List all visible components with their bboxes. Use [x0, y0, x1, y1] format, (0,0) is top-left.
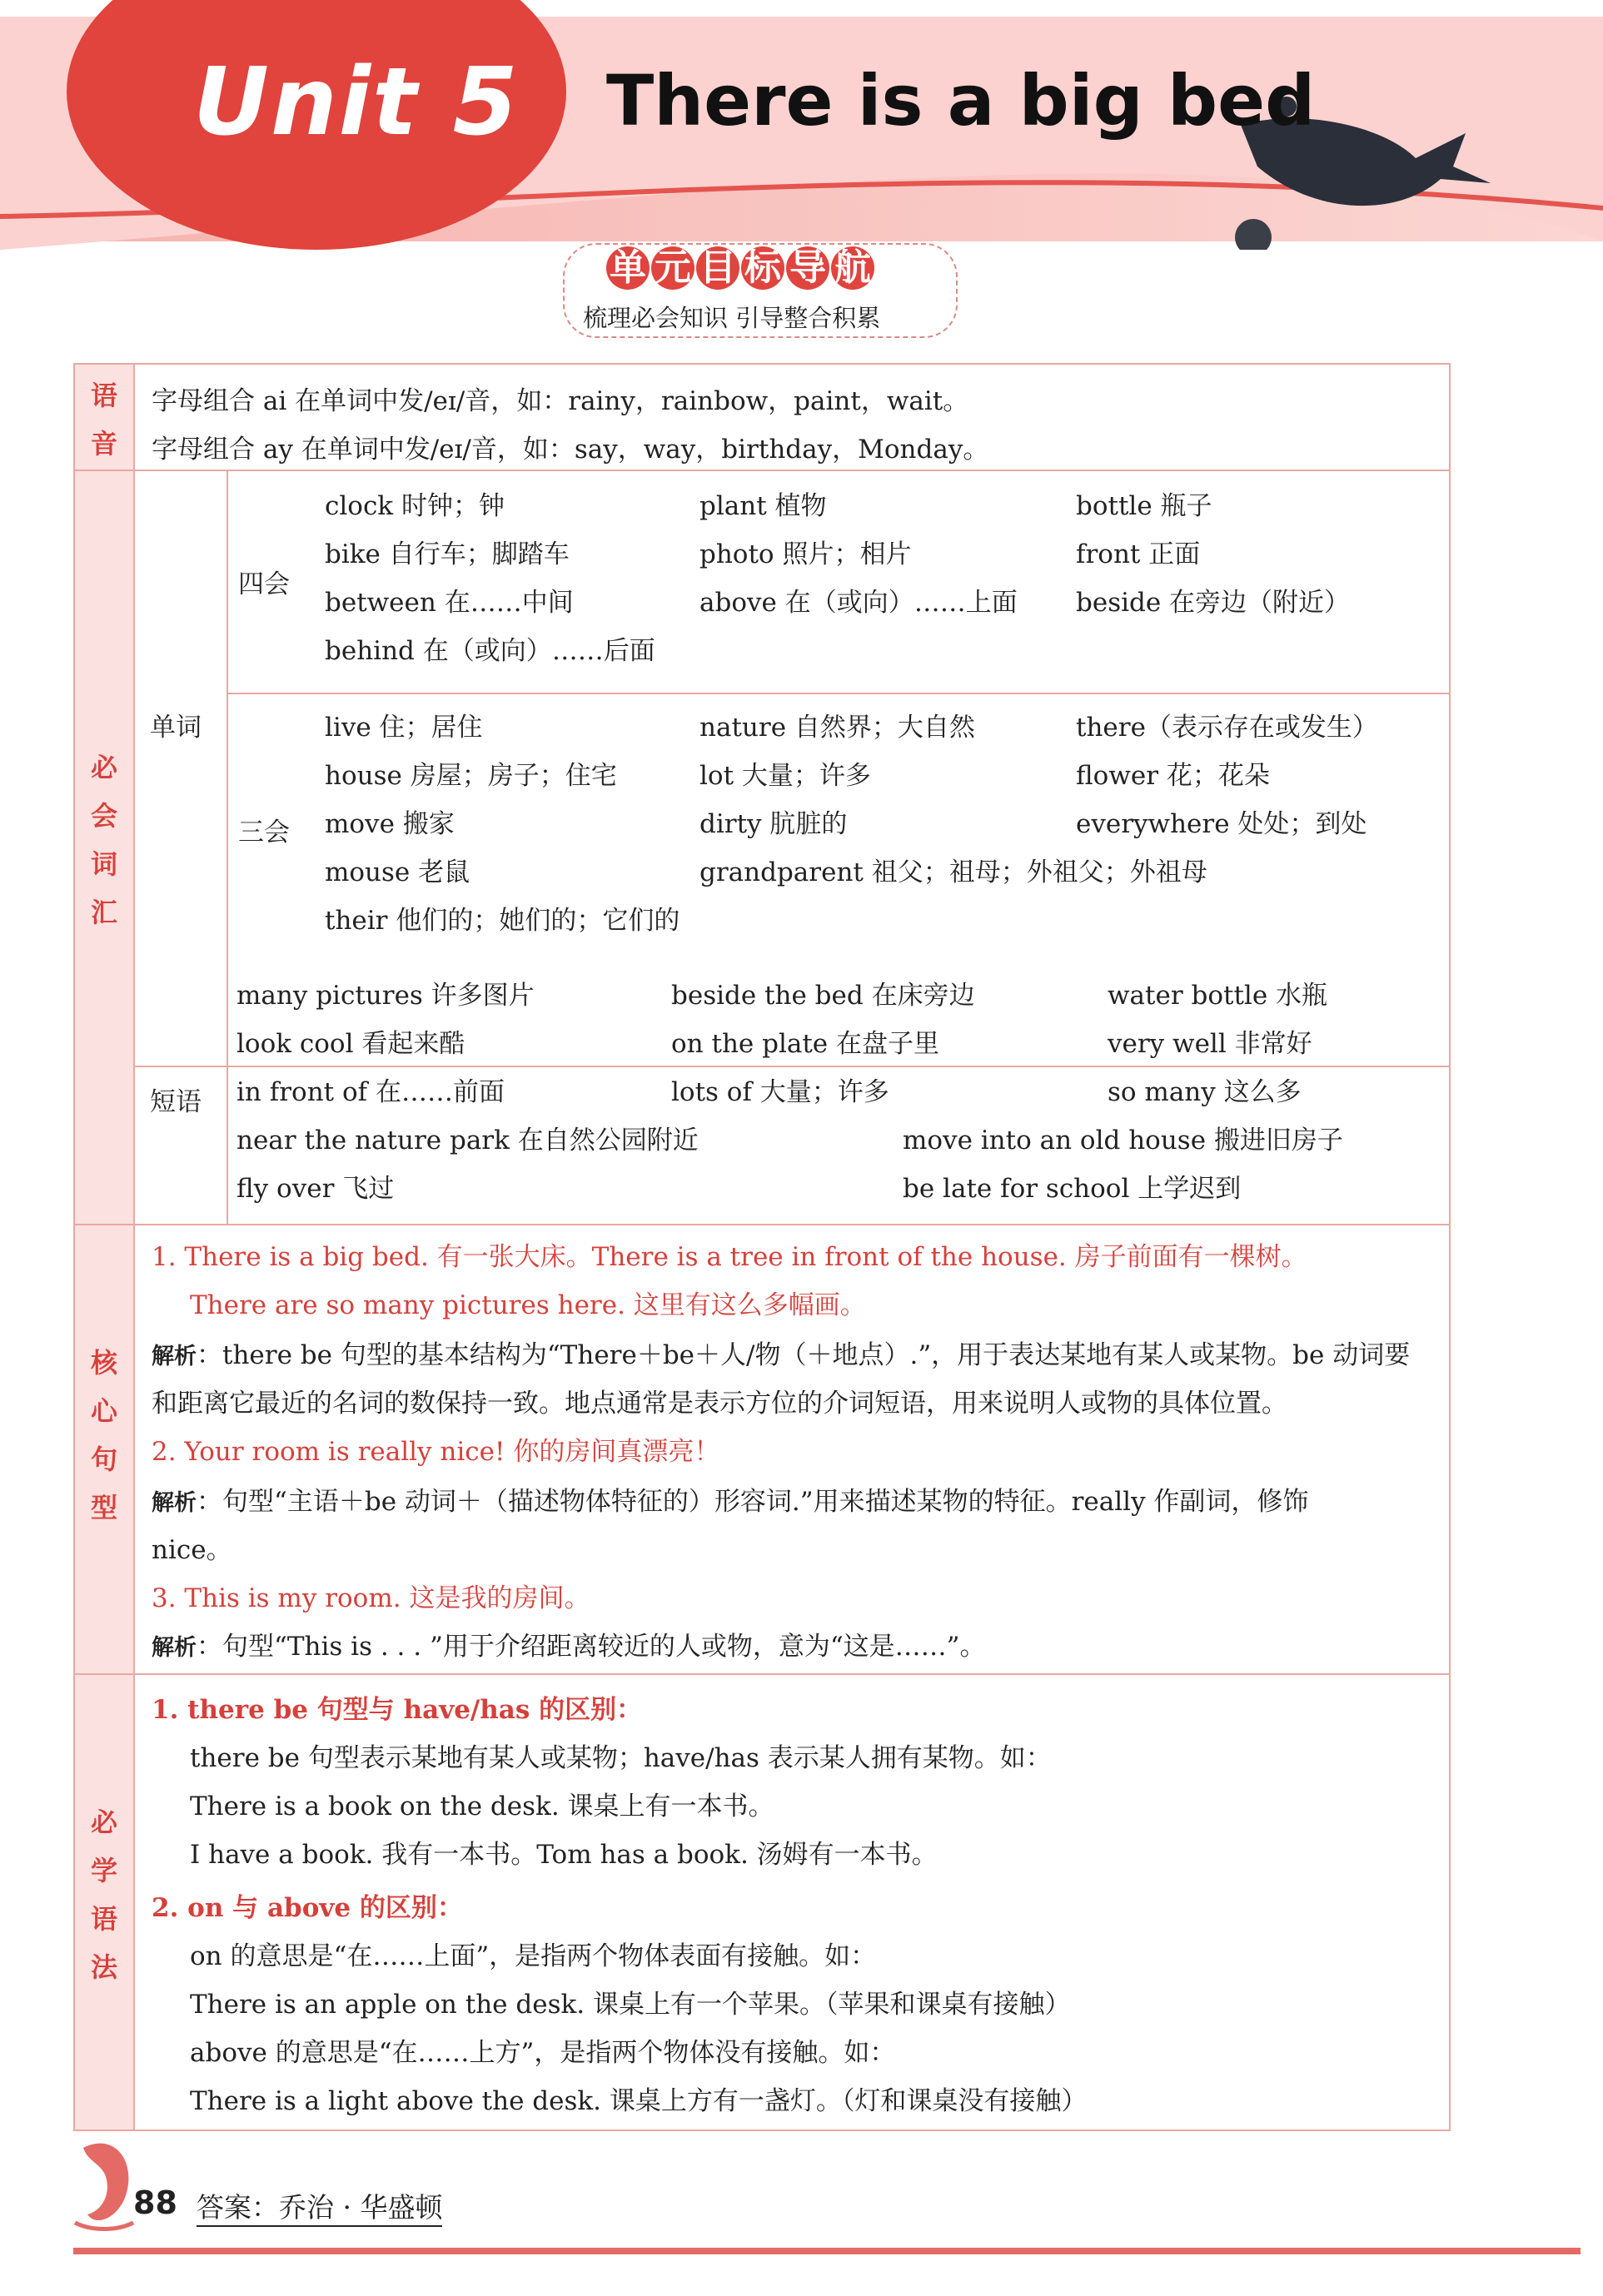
nav-title-char: 标: [741, 246, 784, 290]
grammar-line: There is a light above the desk. 课桌上方有一盏灯。（灯和课桌没有接触）: [190, 2086, 1088, 2116]
sentence-3: 3. This is my room. 这是我的房间。: [152, 1583, 590, 1613]
page-title: There is a big bed: [606, 60, 1316, 142]
note-tag: 解析: [152, 1490, 197, 1516]
vocab-item: dirty 肮脏的: [699, 809, 848, 839]
vocab-item: be late for school 上学迟到: [903, 1174, 1242, 1204]
nav-badge-title: [606, 246, 876, 290]
vocab-item: there（表示存在或发生）: [1076, 713, 1378, 743]
divider: [75, 470, 1449, 471]
vocab-item: front 正面: [1076, 539, 1201, 569]
vocab-item: move into an old house 搬进旧房子: [903, 1126, 1343, 1155]
vocab-item: live 住；居住: [325, 713, 483, 743]
divider: [75, 1673, 1449, 1675]
grammar-line: above 的意思是“在……上方”，是指两个物体没有接触。如：: [190, 2038, 896, 2068]
vocab-item: mouse 老鼠: [325, 857, 470, 887]
vocab-item: very well 非常好: [1108, 1029, 1312, 1059]
nav-badge-subtitle: 梳理必会知识 引导整合积累: [583, 304, 881, 332]
vocab-item: their 他们的；她们的；它们的: [325, 906, 680, 936]
nav-title-char: 元: [651, 246, 694, 290]
vocab-item: bottle 瓶子: [1076, 491, 1212, 521]
grammar-line: I have a book. 我有一本书。Tom has a book. 汤姆有一本书。: [190, 1840, 938, 1870]
divider: [133, 365, 135, 2130]
grammar-line: There is a book on the desk. 课桌上有一本书。: [190, 1792, 774, 1821]
vocab-item: water bottle 水瓶: [1108, 981, 1328, 1011]
note-tag: 解析: [152, 1635, 197, 1661]
vocab-item: everywhere 处处；到处: [1076, 809, 1367, 839]
vocab-item: fly over 飞过: [236, 1174, 395, 1204]
nav-title-char: 目: [696, 246, 739, 290]
note-tag: 解析: [152, 1344, 197, 1369]
phrases-label-text: 短语: [150, 1087, 202, 1117]
note-1b: 和距离它最近的名词的数保持一致。地点通常是表示方位的介词短语，用来说明人或物的具体位置。: [152, 1389, 1287, 1419]
vocab-item: beside 在旁边（附近）: [1076, 588, 1351, 618]
nav-title-char: 单: [606, 246, 650, 290]
label-char: 语: [90, 1903, 117, 1935]
section-label-grammar: [75, 1798, 133, 1991]
page-number: 88: [133, 2184, 177, 2221]
label-char: 法: [90, 1951, 117, 1983]
nav-title-char: 导: [786, 246, 829, 290]
sentence-2: 2. Your room is really nice! 你的房间真漂亮！: [152, 1437, 720, 1467]
vocab-item: nature 自然界；大自然: [699, 713, 975, 743]
label-char: 会: [90, 800, 117, 832]
divider: [133, 1066, 1449, 1067]
divider: [227, 470, 228, 1066]
section-label-pronunciation: [75, 371, 133, 468]
sentence-1b: There are so many pictures here. 这里有这么多幅画。: [190, 1290, 866, 1320]
vocab-item: so many 这么多: [1108, 1077, 1302, 1107]
label-char: 语: [90, 380, 117, 411]
divider: [227, 693, 1449, 694]
words-label: 单词: [150, 713, 202, 743]
grammar-heading-1: 1. there be 句型与 have/has 的区别：: [152, 1695, 643, 1725]
vocab-item: near the nature park 在自然公园附近: [236, 1126, 699, 1155]
label-char: 音: [90, 428, 117, 460]
vocab-item: move 搬家: [325, 809, 455, 839]
vocab-item: in front of 在……前面: [236, 1077, 505, 1107]
note-text: ：句型“This is . . . ”用于介绍距离较近的人或物，意为“这是……”。: [197, 1632, 986, 1662]
label-char: 汇: [90, 897, 117, 928]
label-char: 学: [90, 1855, 117, 1886]
vocab-item: lots of 大量；许多: [671, 1077, 889, 1107]
vocab-item: many pictures 许多图片: [236, 981, 535, 1011]
summary-table: [73, 363, 1451, 2131]
note-1a: [152, 1334, 1410, 1371]
note-2b: nice。: [152, 1535, 232, 1565]
vocab-item: clock 时钟；钟: [325, 491, 505, 521]
grammar-line: There is an apple on the desk. 课桌上有一个苹果。（苹果和课桌有接触）: [190, 1990, 1071, 2020]
vocab-item: lot 大量；许多: [699, 761, 871, 791]
vocab-item: between 在……中间: [325, 588, 574, 618]
label-char: 词: [90, 848, 117, 880]
pronunciation-line: 字母组合 ay 在单词中发/eɪ/音，如：say，way，birthday，Monday。: [152, 435, 989, 465]
vocab-item: photo 照片；相片: [699, 539, 912, 569]
label-char: 型: [90, 1492, 117, 1523]
vocab-item: plant 植物: [699, 491, 827, 521]
vocab-item: grandparent 祖父；祖母；外祖父；外祖母: [699, 857, 1207, 887]
vocab-item: look cool 看起来酷: [236, 1029, 465, 1059]
answer-text: 答案：乔治 · 华盛顿: [197, 2186, 442, 2227]
note-3: [152, 1625, 986, 1662]
vocab-item: house 房屋；房子；住宅: [325, 761, 617, 791]
dolphin-icon: [67, 2131, 142, 2239]
vocab-item: behind 在（或向）……后面: [325, 636, 655, 666]
label-char: 必: [90, 1806, 117, 1838]
four-skills-label: 四会: [238, 569, 290, 599]
grammar-heading-2: 2. on 与 above 的区别：: [152, 1893, 463, 1923]
note-text: ：there be 句型的基本结构为“There＋be＋人/物（＋地点）.”，用于表达某地有某人或某物。be 动词要: [197, 1340, 1411, 1370]
section-label-vocabulary: [75, 743, 133, 937]
pronunciation-line: 字母组合 ai 在单词中发/eɪ/音，如：rainy，rainbow，paint，wait。: [152, 386, 969, 416]
nav-title-char: 航: [831, 246, 874, 290]
grammar-line: on 的意思是“在……上面”，是指两个物体表面有接触。如：: [190, 1941, 877, 1971]
grammar-line: there be 句型表示某地有某人或某物；have/has 表示某人拥有某物。如：: [190, 1743, 1052, 1773]
vocab-item: above 在（或向）……上面: [699, 588, 1018, 618]
sentence-1: 1. There is a big bed. 有一张大床。There is a tree in front of the house. 房子前面有一棵树。: [152, 1242, 1307, 1272]
vocab-item: bike 自行车；脚踏车: [325, 539, 570, 569]
divider: [227, 1066, 228, 1224]
footer-rule: [73, 2248, 1581, 2254]
vocab-item: on the plate 在盘子里: [671, 1029, 940, 1059]
note-text: ：句型“主语＋be 动词＋（描述物体特征的）形容词.”用来描述某物的特征。really 作副词，修饰: [197, 1487, 1309, 1517]
label-char: 句: [90, 1444, 117, 1475]
label-char: 核: [90, 1347, 117, 1379]
unit-label: Unit 5: [193, 48, 520, 157]
note-2a: [152, 1480, 1308, 1518]
vocab-item: flower 花；花朵: [1076, 761, 1270, 791]
label-char: 心: [90, 1395, 117, 1427]
divider: [75, 1224, 1449, 1225]
three-skills-label: 三会: [238, 818, 290, 847]
label-char: 必: [90, 752, 117, 783]
section-label-sentences: [75, 1339, 133, 1532]
vocab-item: beside the bed 在床旁边: [671, 981, 975, 1011]
